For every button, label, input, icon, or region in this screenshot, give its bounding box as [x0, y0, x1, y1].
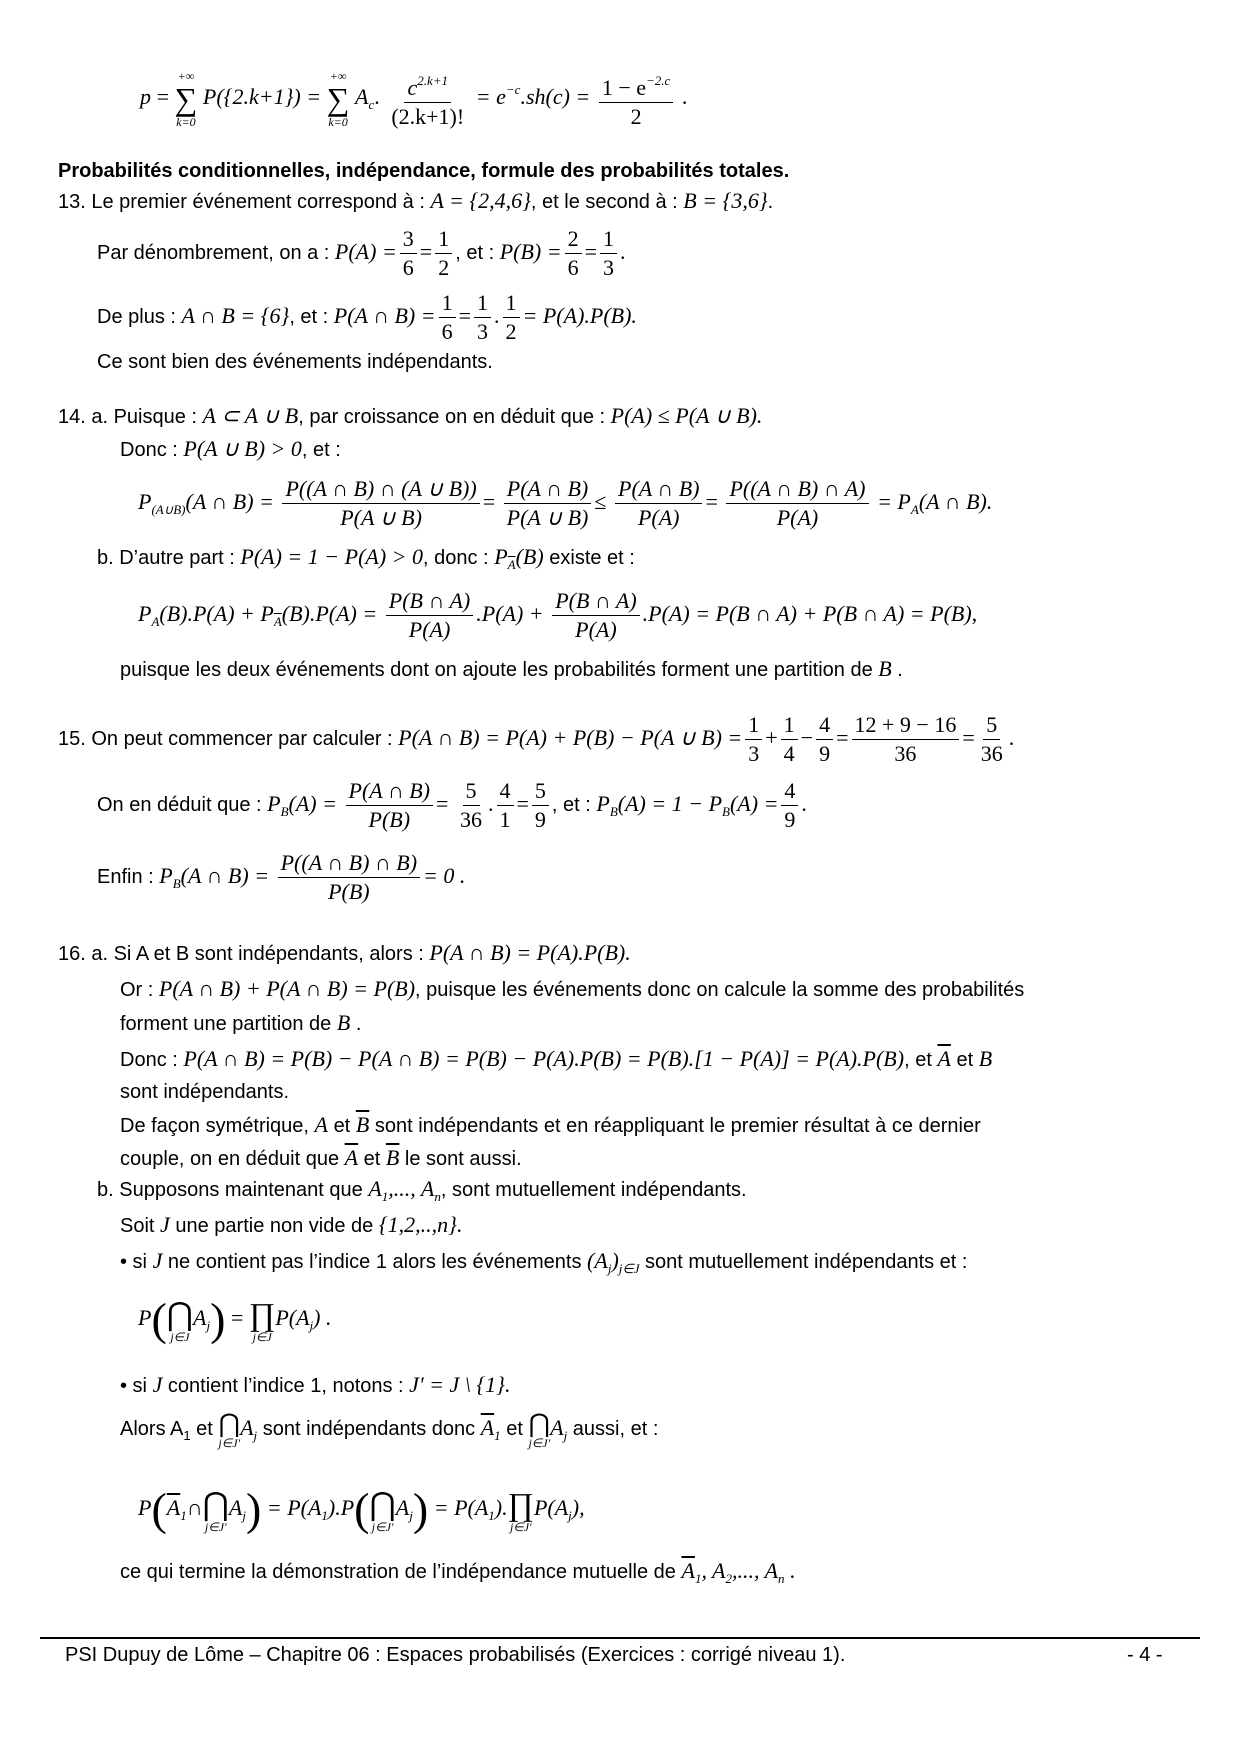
formula-p-sum: p = +∞ ∑ k=0 P({2.k+1}) = +∞ ∑ k=0 $A_c$. $\frac{c^{2.k+1}}{(2.k+1)!}$ = $e^{-c}.sh(c)$ = $\frac{1 - e^{-2.c}}{2}$ . [140, 68, 688, 129]
ex16-a-line2: Or : P(A ∩ B) + P(A ∩ B) = P(B), puisque les événements donc on calcule la somme des probabilités [120, 976, 1025, 1001]
ex13-line4: Ce sont bien des événements indépendants. [97, 351, 493, 373]
ex14-line2: Donc : P(A ∪ B) > 0, et : [120, 436, 341, 461]
ex16-a-line5: sont indépendants. [120, 1081, 290, 1103]
page-number: - 4 - [1127, 1644, 1163, 1666]
ex16-b-line5: Alors $A_1$ et ⋂ j∈J' $A_j$ sont indépendants donc $\overline{A}_1$ et ⋂ j∈J' $A_j$ aussi, et : [120, 1408, 659, 1450]
ex16-a-line3: forment une partition de B . [120, 1010, 362, 1035]
ex16-b-line1: b. Supposons maintenant que $A_1$,..., $A_n$, sont mutuellement indépendants. [97, 1176, 747, 1204]
ex15-line1: 15. On peut commencer par calculer : P(A ∩ B) = P(A) + P(B) − P(A ∪ B) = $\frac{1}{3}$ + $\frac{1}{4}$ − $\frac{4}{9}$ = $\frac{12 + 9 - 16}{36}$ = $\frac{5}{36}$ . [58, 712, 1015, 767]
ex14-b-last: puisque les deux événements dont on ajoute les probabilités forment une partition de B . [120, 656, 903, 681]
ex16-product-formula-1: P( ⋂ j∈J $A_j$) = ∏ j∈J $P(A_j)$ . [138, 1293, 332, 1345]
ex16-b-line6: ce qui termine la démonstration de l’indépendance mutuelle de $\overline{A}_1$, $A_2$,..., $A_n$ . [120, 1558, 796, 1586]
ex16-a-line1: 16. a. Si A et B sont indépendants, alors : P(A ∩ B) = P(A).P(B). [58, 940, 631, 965]
section-title: Probabilités conditionnelles, indépendance, formule des probabilités totales. [58, 160, 790, 182]
ex16-a-line7: couple, on en déduit que $\overline{A}$ et $\overline{B}$ le sont aussi. [120, 1145, 522, 1170]
ex16-b-line2: Soit J une partie non vide de {1,2,..,n}. [120, 1212, 463, 1237]
ex14-line1: 14. a. Puisque : A ⊂ A ∪ B, par croissance on en déduit que : P(A) ≤ P(A ∪ B). [58, 403, 763, 428]
ex15-line3: Enfin : $P_B(A$ ∩ B) = $\frac{P((A \cap B) \cap B)}{P(B)}$ = 0 . [97, 850, 466, 905]
ex16-product-formula-2: $P(\overline{A}_1\cap$ ⋂ j∈J' $A_j) = P(A_1).P$( ⋂ j∈J' $A_j) = P(A_1)$. ∏ j∈J' $P(A_j)$, [138, 1483, 585, 1535]
footer-divider [40, 1637, 1200, 1639]
ex16-b-line4: • si J contient l’indice 1, notons : J' = J \ {1}. [120, 1372, 511, 1397]
ex14-formula: $P_{(A\cup B)}(A$ ∩ B) = $\frac{P((A \cap B) \cap (A \cup B))}{P(A \cup B)}$ = $\frac{P(A \cap B)}{P(A \cup B)}$ ≤ $\frac{P(A \cap B)}{P(A)}$ = $\frac{P((A \cap B) \cap A)}{P(A)}$ = $P_A(A$ ∩ B). [138, 476, 993, 531]
ex16-a-line6: De façon symétrique, A et $\overline{B}$ sont indépendants et en réappliquant le premier résultat à ce dernier [120, 1112, 981, 1137]
ex14-b-formula: $P_A(B).P(A) + P_{\overline{A}}(B).P(A)$ = $\frac{P(B \cap A)}{P(A)}$ .P(A) + $\frac{P(B \cap A)}{P(A)}$ .P(A) = P(B ∩ A) + P(B ∩ A) = P(B), [138, 588, 978, 643]
ex16-b-line3: • si J ne contient pas l’indice 1 alors les événements $(A_j)_{j\in J}$ sont mutuellement indépendants et : [120, 1248, 968, 1276]
ex13-line2: Par dénombrement, on a : P(A) = $\frac{3}{6}$ = $\frac{1}{2}$ , et : P(B) = $\frac{2}{6}$ = $\frac{1}{3}$ . [97, 226, 626, 281]
ex13-line3: De plus : A ∩ B = {6}, et : P(A ∩ B) = $\frac{1}{6}$ = $\frac{1}{3}$ . $\frac{1}{2}$ = P(A).P(B). [97, 290, 637, 345]
ex15-line2: On en déduit que : $P_B(A)$ = $\frac{P(A \cap B)}{P(B)}$ = $\frac{5}{36}$ . $\frac{4}{1}$ = $\frac{5}{9}$ , et : $P_B(A) = 1 - P_B(A)$ = $\frac{4}{9}$ . [97, 778, 807, 833]
ex14-b-line1: b. D’autre part : P(A) = 1 − P(A) > 0, donc : $P_{\overline{A}}(B)$ existe et : [97, 544, 635, 572]
ex13-line1: 13. Le premier événement correspond à : A = {2,4,6}, et le second à : B = {3,6}. [58, 188, 774, 213]
footer-title: PSI Dupuy de Lôme – Chapitre 06 : Espaces probabilisés (Exercices : corrigé niveau 1). [65, 1644, 846, 1666]
ex16-a-line4: Donc : P(A ∩ B) = P(B) − P(A ∩ B) = P(B) − P(A).P(B) = P(B).[1 − P(A)] = P(A).P(B), et $\overline{A}$ et B [120, 1046, 993, 1071]
